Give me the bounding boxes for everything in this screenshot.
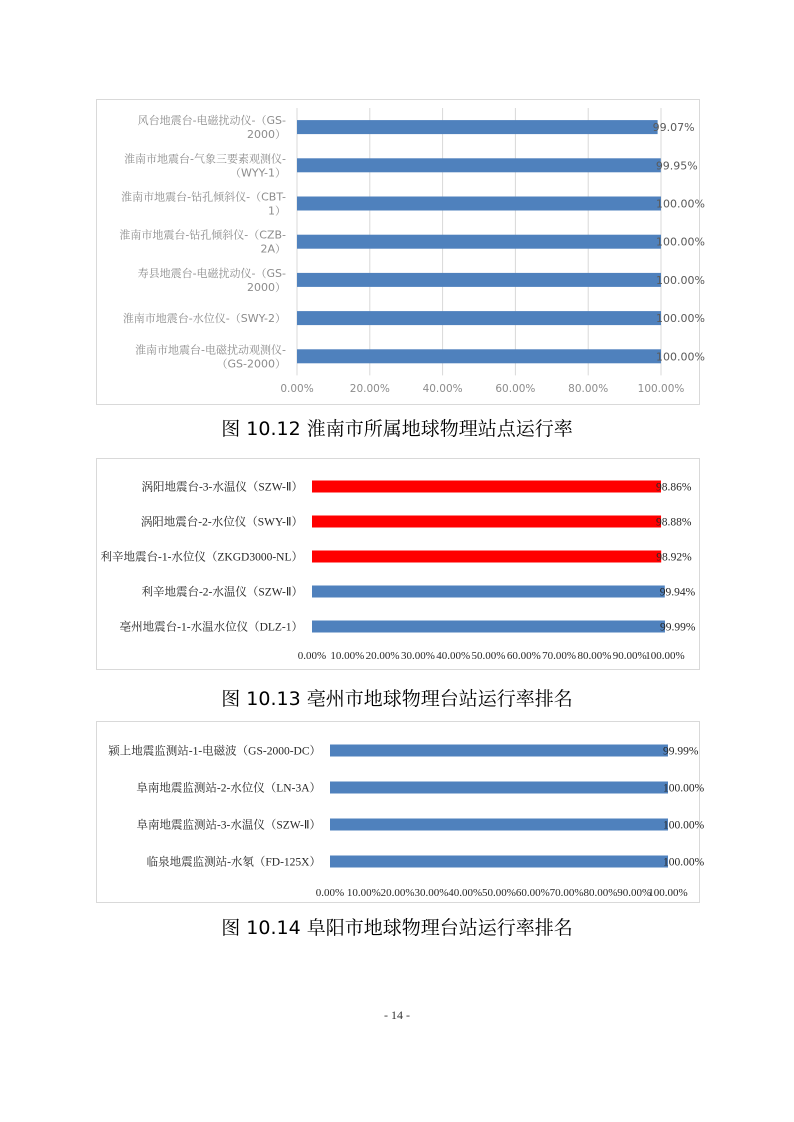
data-label: 100.00% (663, 819, 705, 832)
x-tick-label: 20.00% (380, 887, 415, 899)
x-tick-label: 80.00% (583, 887, 618, 899)
category-label: 淮南市地震台-钻孔倾斜仪-（CZB- (119, 228, 286, 242)
bar (297, 197, 661, 211)
category-label: 淮南市地震台-气象三要素观测仪- (124, 152, 286, 166)
x-tick-label: 50.00% (471, 650, 506, 662)
data-label: 99.94% (659, 586, 696, 599)
chart-fuyang (96, 721, 705, 903)
bar (312, 516, 661, 528)
category-label: 阜南地震监测站-2-水位仪（LN-3A） (136, 782, 321, 795)
bar (312, 551, 661, 563)
category-label: 2000） (247, 280, 286, 294)
category-label: 淮南市地震台-水位仪-（SWY-2） (122, 312, 286, 326)
category-label: 阜南地震监测站-3-水温仪（SZW-Ⅱ） (136, 819, 321, 832)
x-tick-label: 100.00% (637, 383, 685, 395)
x-tick-label: 0.00% (280, 383, 314, 395)
data-label: 99.07% (652, 121, 695, 135)
category-label: （GS-2000） (216, 357, 286, 371)
bar (297, 235, 661, 249)
data-label: 100.00% (656, 312, 705, 326)
data-label: 100.00% (656, 350, 705, 364)
x-tick-label: 70.00% (549, 887, 584, 899)
category-label: 寿县地震台-电磁扰动仪-（GS- (137, 266, 286, 280)
bar (297, 349, 661, 363)
data-label: 98.92% (656, 551, 692, 564)
x-tick-label: 90.00% (612, 650, 647, 662)
category-label: 利辛地震台-1-水位仪（ZKGD3000-NL） (100, 551, 303, 564)
x-tick-label: 30.00% (414, 887, 449, 899)
caption-fig-10-13: 图 10.13 亳州市地球物理台站运行率排名 (221, 688, 573, 710)
chart-huainan (96, 99, 705, 405)
data-label: 100.00% (656, 273, 705, 287)
data-label: 98.86% (655, 481, 692, 494)
bar (330, 745, 668, 757)
x-tick-label: 0.00% (315, 887, 345, 899)
data-label: 99.99% (662, 745, 699, 758)
x-tick-label: 60.00% (515, 887, 550, 899)
bar (330, 856, 668, 868)
bar (297, 311, 661, 325)
category-label: 淮南市地震台-钻孔倾斜仪-（CBT- (121, 190, 286, 204)
caption-fig-10-12: 图 10.12 淮南市所属地球物理站点运行率 (221, 418, 573, 440)
x-tick-label: 60.00% (495, 383, 536, 395)
data-label: 100.00% (663, 856, 705, 869)
x-tick-label: 40.00% (436, 650, 471, 662)
x-tick-label: 100.00% (645, 650, 685, 662)
category-label: 涡阳地震台-3-水温仪（SZW-Ⅱ） (141, 481, 303, 494)
x-tick-label: 80.00% (577, 650, 612, 662)
category-label: 2A） (260, 242, 286, 256)
category-label: 2000） (247, 128, 286, 142)
bar (297, 120, 658, 134)
x-tick-label: 0.00% (297, 650, 327, 662)
x-tick-label: 90.00% (617, 887, 652, 899)
bar (297, 273, 661, 287)
x-tick-label: 10.00% (330, 650, 365, 662)
x-tick-label: 80.00% (568, 383, 609, 395)
category-label: 风台地震台-电磁扰动仪-（GS- (137, 114, 286, 128)
x-tick-label: 100.00% (648, 887, 688, 899)
data-label: 100.00% (656, 235, 705, 249)
x-tick-label: 60.00% (506, 650, 541, 662)
category-label: 淮南市地震台-电磁扰动观测仪- (135, 343, 286, 357)
x-tick-label: 40.00% (422, 383, 463, 395)
bar (330, 782, 668, 794)
chart-huainan-svg (97, 100, 705, 404)
category-label: 利辛地震台-2-水温仪（SZW-Ⅱ） (141, 586, 303, 599)
bar (312, 586, 665, 598)
data-label: 99.99% (659, 621, 696, 634)
bar (297, 158, 661, 172)
bar (312, 621, 665, 633)
chart-bozhou-svg (97, 459, 699, 669)
category-label: （WYY-1） (230, 166, 286, 180)
bar (330, 819, 668, 831)
x-tick-label: 10.00% (346, 887, 381, 899)
chart-bozhou (96, 458, 700, 670)
page-number: - 14 - (384, 1008, 410, 1022)
x-tick-label: 30.00% (400, 650, 435, 662)
caption-fig-10-14: 图 10.14 阜阳市地球物理台站运行率排名 (221, 917, 573, 939)
data-label: 98.88% (656, 516, 692, 529)
category-label: 临泉地震监测站-水氡（FD-125X） (146, 856, 321, 869)
category-label: 亳州地震台-1-水温水位仪（DLZ-1） (119, 621, 303, 634)
data-label: 100.00% (656, 197, 705, 211)
x-tick-label: 20.00% (365, 650, 400, 662)
x-tick-label: 20.00% (349, 383, 390, 395)
chart-fuyang-svg (97, 722, 705, 902)
category-label: 1） (268, 204, 286, 218)
x-tick-label: 50.00% (482, 887, 516, 899)
x-tick-label: 70.00% (542, 650, 577, 662)
data-label: 99.95% (655, 159, 698, 173)
bar (312, 481, 661, 493)
data-label: 100.00% (663, 782, 705, 795)
category-label: 涡阳地震台-2-水位仪（SWY-Ⅱ） (140, 516, 303, 529)
x-tick-label: 40.00% (448, 887, 483, 899)
category-label: 颍上地震监测站-1-电磁波（GS-2000-DC） (108, 745, 321, 758)
